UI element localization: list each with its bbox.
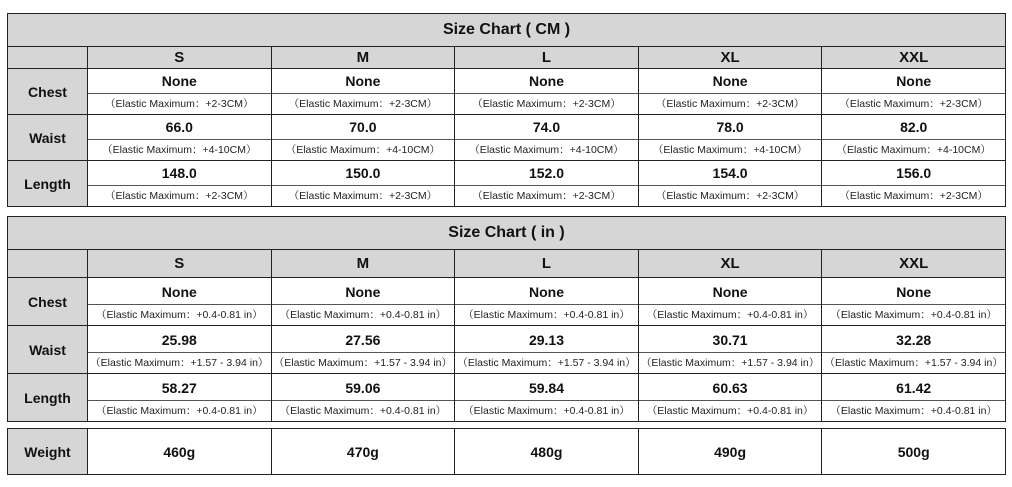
table-cell (271, 326, 455, 374)
cell-value: 27.56 (272, 326, 455, 353)
table-row (8, 374, 1006, 422)
size-header-row (8, 47, 1006, 69)
cell-note: （Elastic Maximum：+4-10CM） (102, 144, 257, 156)
cell-note: （Elastic Maximum：+2-3CM） (655, 190, 805, 202)
table-cell (822, 374, 1006, 422)
cell-value: None (639, 278, 822, 305)
size-header-m: M (271, 47, 455, 69)
weight-table (7, 428, 1006, 475)
size-header-xxl: XXL (822, 47, 1006, 69)
cell-note: （Elastic Maximum：+4-10CM） (469, 144, 624, 156)
cell-note: （Elastic Maximum：+4-10CM） (836, 144, 991, 156)
table-cell (638, 278, 822, 326)
cell-value: 156.0 (822, 161, 1005, 186)
cell-note: （Elastic Maximum：+2-3CM） (472, 98, 621, 110)
cell-value: None (88, 278, 271, 305)
table-cell (822, 278, 1006, 326)
table-cell (455, 326, 639, 374)
table-cell (455, 115, 639, 161)
cell-note: （Elastic Maximum：+4-10CM） (285, 144, 441, 156)
cell-value: 30.71 (639, 326, 822, 353)
cell-note: （Elastic Maximum：+2-3CM） (105, 98, 254, 110)
table-row (8, 69, 1006, 115)
cell-value: 32.28 (822, 326, 1005, 353)
size-header-xl: XL (638, 250, 822, 278)
cell-note: （Elastic Maximum：+0.4-0.81 in） (279, 405, 447, 417)
cell-value: 82.0 (822, 115, 1005, 140)
table-cell (638, 115, 822, 161)
row-label-chest: Chest (8, 278, 88, 326)
table-cell (88, 326, 272, 374)
cell-value: None (822, 278, 1005, 305)
weight-value: 500g (822, 429, 1006, 475)
cell-value: 66.0 (88, 115, 271, 140)
cell-value: 58.27 (88, 374, 271, 401)
weight-value: 490g (638, 429, 822, 475)
cell-note: （Elastic Maximum：+2-3CM） (839, 190, 988, 202)
cell-note: （Elastic Maximum：+0.4-0.81 in） (463, 405, 630, 417)
cell-note: （Elastic Maximum：+0.4-0.81 in） (830, 405, 997, 417)
table-row (8, 326, 1006, 374)
cell-value: 148.0 (88, 161, 271, 186)
table-cell (88, 69, 272, 115)
size-header-xxl: XXL (822, 250, 1006, 278)
cell-note: （Elastic Maximum：+0.4-0.81 in） (463, 309, 630, 321)
row-label-weight: Weight (8, 429, 88, 475)
table-cell (271, 69, 455, 115)
row-label-waist: Waist (8, 115, 88, 161)
cell-note: （Elastic Maximum：+2-3CM） (288, 190, 438, 202)
cell-value: 29.13 (455, 326, 638, 353)
cell-note: （Elastic Maximum：+1.57 - 3.94 in） (273, 357, 453, 369)
cell-note: （Elastic Maximum：+2-3CM） (839, 98, 988, 110)
table-cell (455, 161, 639, 207)
cell-value: 59.06 (272, 374, 455, 401)
table-cell (638, 326, 822, 374)
cell-value: None (822, 69, 1005, 94)
cell-value: 60.63 (639, 374, 822, 401)
cell-note: （Elastic Maximum：+1.57 - 3.94 in） (90, 357, 269, 369)
weight-value: 460g (88, 429, 272, 475)
table-cell (88, 161, 272, 207)
row-label-length: Length (8, 161, 88, 207)
cell-note: （Elastic Maximum：+0.4-0.81 in） (646, 405, 814, 417)
size-header-l: L (455, 47, 639, 69)
cell-note: （Elastic Maximum：+2-3CM） (105, 190, 254, 202)
size-header-xl: XL (638, 47, 822, 69)
size-header-s: S (88, 47, 272, 69)
cell-value: None (455, 69, 638, 94)
cell-note: （Elastic Maximum：+2-3CM） (472, 190, 621, 202)
cell-value: 25.98 (88, 326, 271, 353)
cell-value: 78.0 (639, 115, 822, 140)
cell-value: None (639, 69, 822, 94)
size-header-s: S (88, 250, 272, 278)
table-cell (88, 278, 272, 326)
table-row (8, 161, 1006, 207)
table-cell (638, 374, 822, 422)
cell-note: （Elastic Maximum：+0.4-0.81 in） (646, 309, 814, 321)
cell-note: （Elastic Maximum：+1.57 - 3.94 in） (640, 357, 820, 369)
cell-note: （Elastic Maximum：+0.4-0.81 in） (279, 309, 447, 321)
table-cell (822, 115, 1006, 161)
cell-value: 74.0 (455, 115, 638, 140)
cell-value: 152.0 (455, 161, 638, 186)
size-header-row (8, 250, 1006, 278)
cell-value: 70.0 (272, 115, 455, 140)
table-cell (822, 161, 1006, 207)
cell-note: （Elastic Maximum：+1.57 - 3.94 in） (824, 357, 1003, 369)
cell-value: 59.84 (455, 374, 638, 401)
cell-value: None (88, 69, 271, 94)
row-label-waist: Waist (8, 326, 88, 374)
table-cell (271, 278, 455, 326)
size-header-l: L (455, 250, 639, 278)
cell-value: 154.0 (639, 161, 822, 186)
table-cell (455, 278, 639, 326)
cell-value: None (272, 278, 455, 305)
table-cell (88, 374, 272, 422)
cell-value: 150.0 (272, 161, 455, 186)
table-row (8, 115, 1006, 161)
weight-value: 480g (455, 429, 639, 475)
cell-note: （Elastic Maximum：+2-3CM） (655, 98, 805, 110)
cell-value: None (455, 278, 638, 305)
size-chart-in-title: Size Chart ( in ) (8, 217, 1006, 250)
corner-cell (8, 250, 88, 278)
table-cell (822, 326, 1006, 374)
size-chart-cm-table (7, 13, 1006, 207)
cell-note: （Elastic Maximum：+0.4-0.81 in） (830, 309, 997, 321)
size-chart-cm-title: Size Chart ( CM ) (8, 14, 1006, 47)
row-label-length: Length (8, 374, 88, 422)
corner-cell (8, 47, 88, 69)
cell-note: （Elastic Maximum：+0.4-0.81 in） (95, 405, 263, 417)
row-label-chest: Chest (8, 69, 88, 115)
cell-note: （Elastic Maximum：+0.4-0.81 in） (95, 309, 263, 321)
cell-value: 61.42 (822, 374, 1005, 401)
table-cell (271, 374, 455, 422)
cell-note: （Elastic Maximum：+1.57 - 3.94 in） (457, 357, 636, 369)
size-chart-in-table (7, 216, 1006, 422)
table-row (8, 278, 1006, 326)
weight-value: 470g (271, 429, 455, 475)
size-header-m: M (271, 250, 455, 278)
table-cell (638, 161, 822, 207)
cell-note: （Elastic Maximum：+2-3CM） (288, 98, 438, 110)
table-cell (271, 161, 455, 207)
table-cell (271, 115, 455, 161)
cell-note: （Elastic Maximum：+4-10CM） (652, 144, 808, 156)
table-cell (638, 69, 822, 115)
table-cell (88, 115, 272, 161)
table-cell (455, 374, 639, 422)
table-row (8, 429, 1006, 475)
cell-value: None (272, 69, 455, 94)
table-cell (822, 69, 1006, 115)
table-cell (455, 69, 639, 115)
